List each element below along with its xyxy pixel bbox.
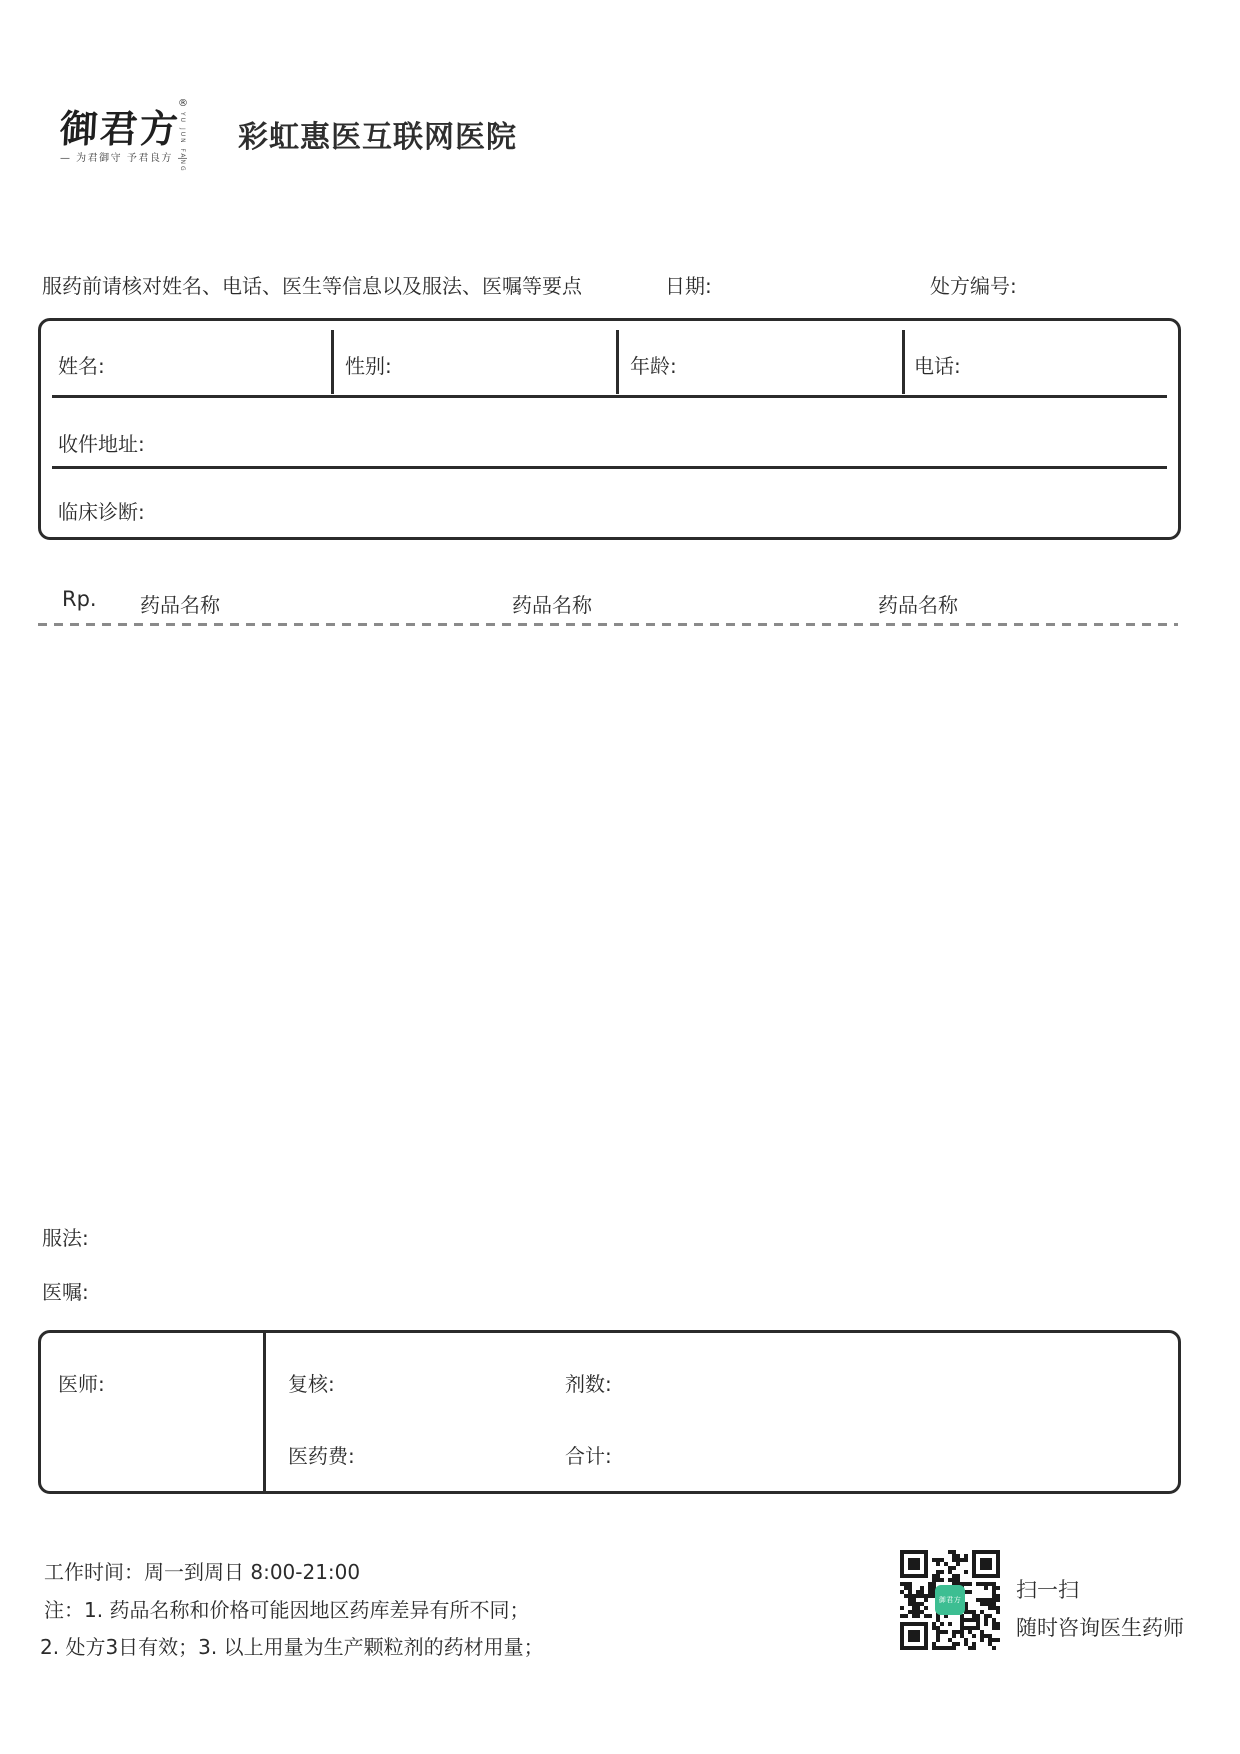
name-field-label: 姓名:: [58, 354, 105, 378]
patient-box-divider-3: [902, 330, 905, 394]
medicine-fee-label: 医药费:: [288, 1444, 355, 1468]
working-hours-text: 工作时间：周一到周日 8:00-21:00: [44, 1560, 361, 1584]
drug-name-column-header-1: 药品名称: [140, 593, 220, 617]
brand-logo: 御君方: [58, 106, 182, 151]
phone-field-label: 电话:: [914, 354, 961, 378]
gender-field-label: 性别:: [345, 354, 392, 378]
age-field-label: 年龄:: [630, 354, 677, 378]
date-label: 日期:: [665, 274, 712, 298]
note-line-1: 注：1. 药品名称和价格可能因地区药库差异有所不同；: [44, 1598, 530, 1622]
reviewer-label: 复核:: [288, 1372, 335, 1396]
shipping-address-label: 收件地址:: [58, 432, 145, 456]
patient-box-rule-2: [52, 466, 1167, 469]
usage-method-label: 服法:: [42, 1226, 89, 1250]
doses-count-label: 剂数:: [565, 1372, 612, 1396]
registered-trademark-icon: ®: [178, 98, 188, 109]
clinical-diagnosis-label: 临床诊断:: [58, 500, 145, 524]
patient-box-divider-1: [331, 330, 334, 394]
scan-label: 扫一扫: [1016, 1578, 1079, 1602]
drug-name-column-header-3: 药品名称: [878, 593, 958, 617]
signature-box-divider: [263, 1333, 266, 1491]
brand-pinyin-vertical: YU JUN FANG: [179, 112, 186, 173]
total-label: 合计:: [565, 1444, 612, 1468]
qr-code: [900, 1550, 1000, 1650]
qr-center-brand-logo: [935, 1585, 965, 1615]
doctor-label: 医师:: [58, 1372, 105, 1396]
prescription-number-label: 处方编号:: [930, 274, 1017, 298]
qr-center-brand-text: 御君方: [938, 1596, 962, 1604]
hospital-name: 彩虹惠医互联网医院: [238, 120, 517, 155]
scan-description: 随时咨询医生药师: [1016, 1616, 1184, 1640]
patient-info-box: [38, 318, 1181, 540]
doctor-advice-label: 医嘱:: [42, 1280, 89, 1304]
brand-tagline: — 为君御守 予君良方 —: [60, 153, 190, 164]
rp-label: Rp.: [62, 587, 97, 611]
patient-box-divider-2: [616, 330, 619, 394]
dashed-separator: [38, 623, 1178, 626]
patient-box-rule-1: [52, 395, 1167, 398]
drug-name-column-header-2: 药品名称: [512, 593, 592, 617]
signature-box: [38, 1330, 1181, 1494]
verify-notice-text: 服药前请核对姓名、电话、医生等信息以及服法、医嘱等要点: [42, 274, 582, 298]
note-line-2: 2. 处方3日有效；3. 以上用量为生产颗粒剂的药材用量；: [40, 1635, 544, 1659]
